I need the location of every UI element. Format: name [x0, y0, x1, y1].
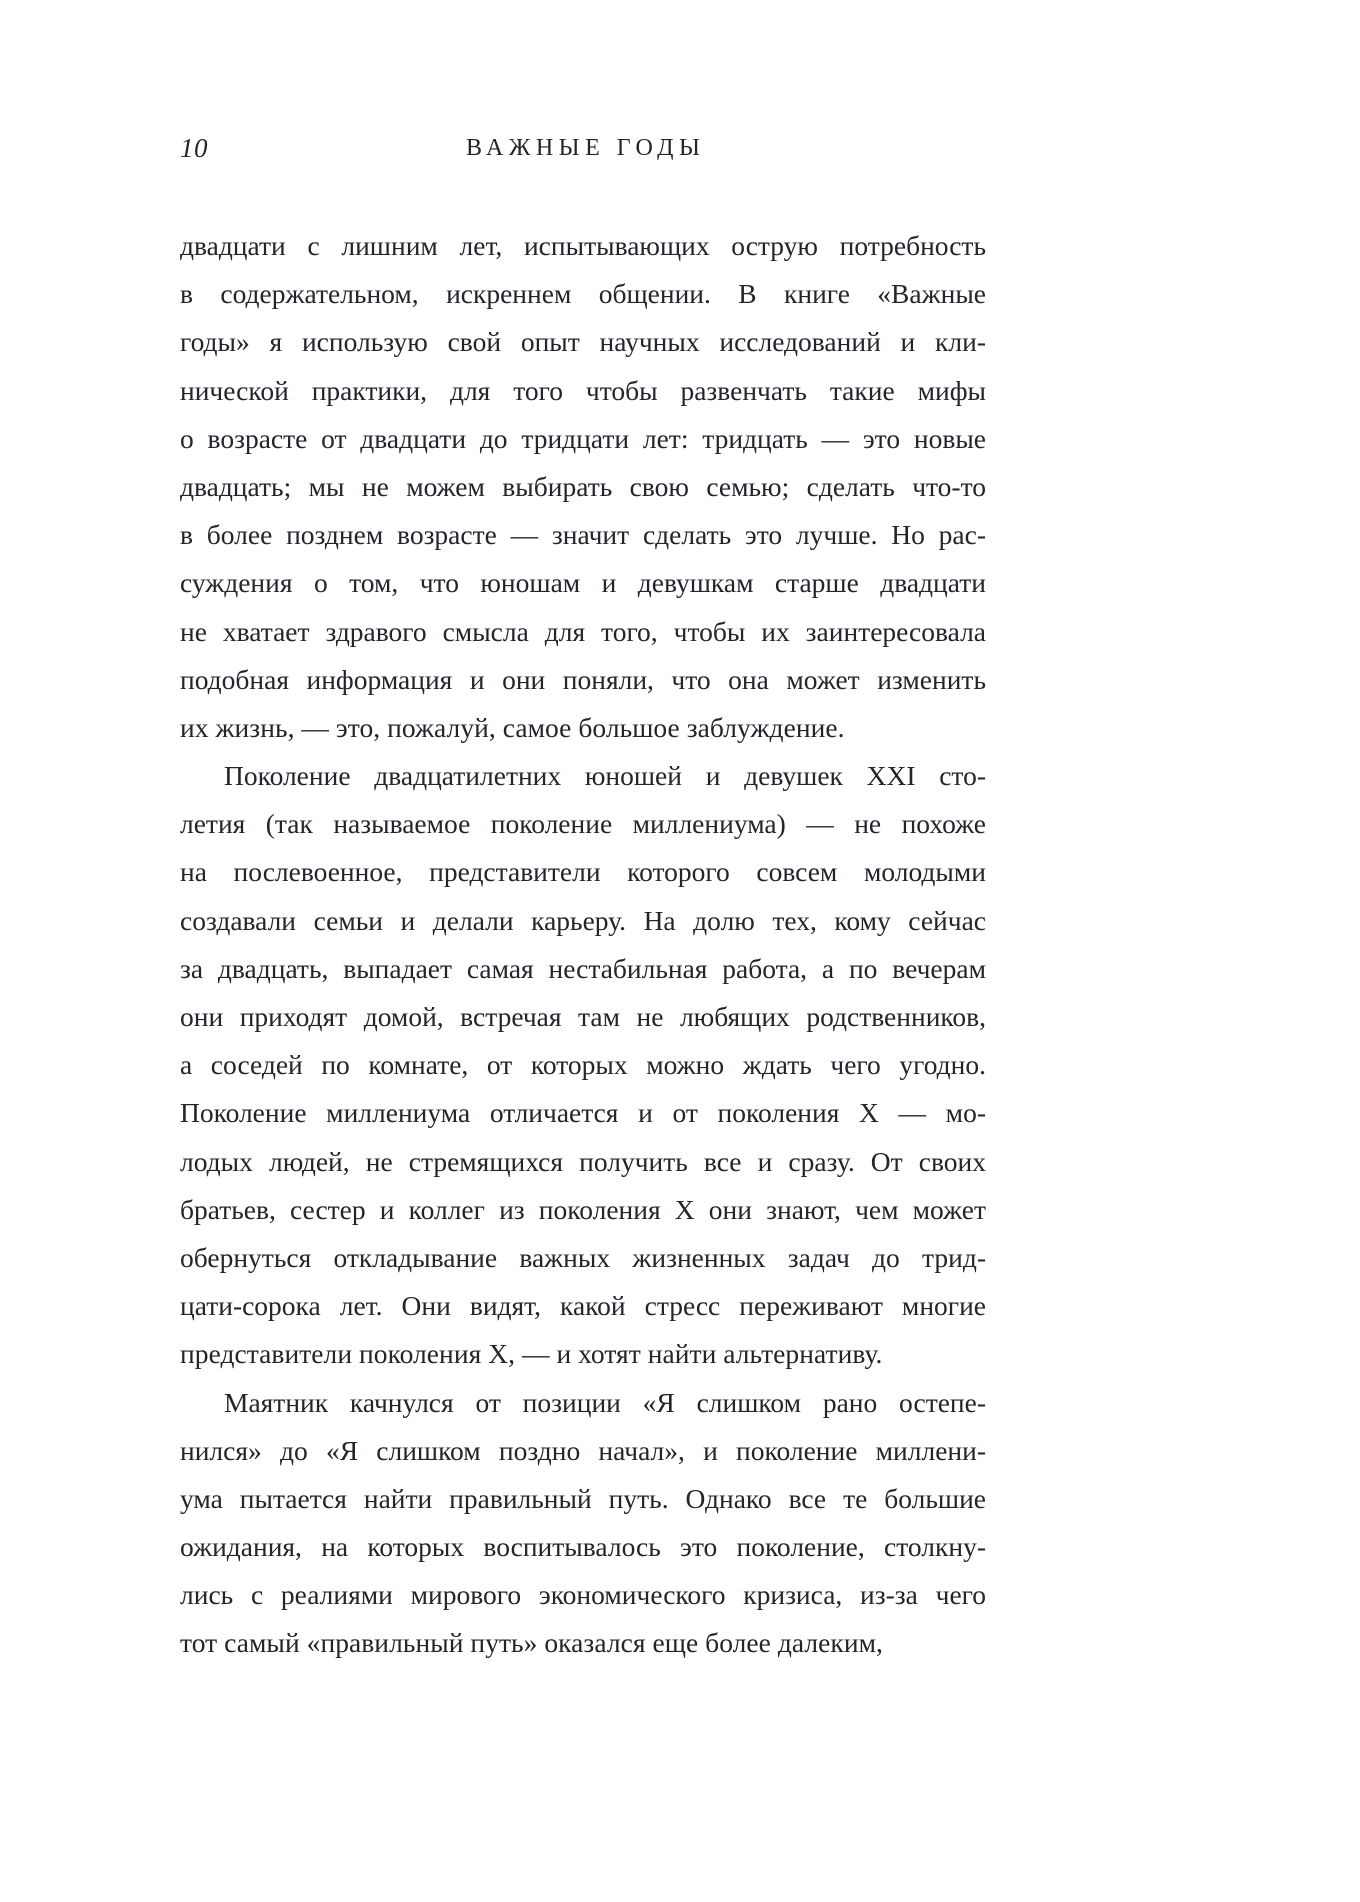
text-line: подобная информация и они поняли, что она может изменить [180, 663, 986, 695]
text-line: в содержательном, искреннем общении. В книге «Важные [180, 278, 986, 310]
text-line: цати-сорока лет. Они видят, какой стресс переживают многие [180, 1290, 986, 1322]
text-line: обернуться откладывание важных жизненных задач до трид- [180, 1241, 986, 1273]
book-title-running-head: ВАЖНЫЕ ГОДЫ [466, 135, 706, 161]
text-line: летия (так называемое поколение миллениума) — не похоже [180, 808, 986, 840]
paragraph [180, 222, 986, 752]
text-line: Поколение двадцатилетних юношей и девушек XXI сто- [224, 760, 986, 792]
text-line: тот самый «правильный путь» оказался еще более далеким, [180, 1627, 883, 1659]
text-line: создавали семьи и делали карьеру. На долю тех, кому сейчас [180, 904, 986, 936]
text-line: лодых людей, не стремящихся получить все и сразу. От своих [180, 1145, 986, 1177]
text-line: братьев, сестер и коллег из поколения X они знают, чем может [180, 1193, 986, 1225]
running-head [180, 128, 986, 168]
text-line: представители поколения X, — и хотят найти альтернативу. [180, 1338, 883, 1370]
text-line: не хватает здравого смысла для того, чтобы их заинтересовала [180, 615, 986, 647]
text-line: суждения о том, что юношам и девушкам старше двадцати [180, 567, 986, 599]
page-number: 10 [180, 133, 208, 163]
text-line: о возрасте от двадцати до тридцати лет: тридцать — это новые [180, 422, 986, 454]
text-line: ума пытается найти правильный путь. Однако все те большие [180, 1482, 986, 1514]
text-line: нился» до «Я слишком поздно начал», и поколение миллени- [180, 1434, 986, 1466]
text-line: ожидания, на которых воспитывалось это поколение, столкну- [180, 1531, 986, 1563]
body-text [180, 222, 986, 1668]
text-line: Маятник качнулся от позиции «Я слишком рано остепе- [224, 1386, 986, 1418]
text-line: а соседей по комнате, от которых можно ждать чего угодно. [180, 1049, 986, 1081]
text-line: на послевоенное, представители которого совсем молодыми [180, 856, 986, 888]
text-line: в более позднем возрасте — значит сделать это лучше. Но рас- [180, 519, 986, 551]
text-line: за двадцать, выпадает самая нестабильная работа, а по вечерам [180, 952, 986, 984]
text-line: двадцать; мы не можем выбирать свою семью; сделать что-то [180, 470, 986, 502]
text-line: они приходят домой, встречая там не любящих родственников, [180, 1001, 986, 1032]
text-line: Поколение миллениума отличается и от поколения X — мо- [180, 1097, 986, 1129]
paragraph [180, 752, 986, 1378]
text-line: двадцати с лишним лет, испытывающих острую потребность [180, 230, 986, 261]
text-line: нической практики, для того чтобы развенчать такие мифы [180, 374, 986, 406]
text-line: годы» я использую свой опыт научных исследований и кли- [180, 326, 986, 358]
paragraph [180, 1379, 986, 1668]
text-line: лись с реалиями мирового экономического кризиса, из-за чего [180, 1579, 986, 1611]
text-line: их жизнь, — это, пожалуй, самое большое заблуждение. [180, 711, 845, 743]
